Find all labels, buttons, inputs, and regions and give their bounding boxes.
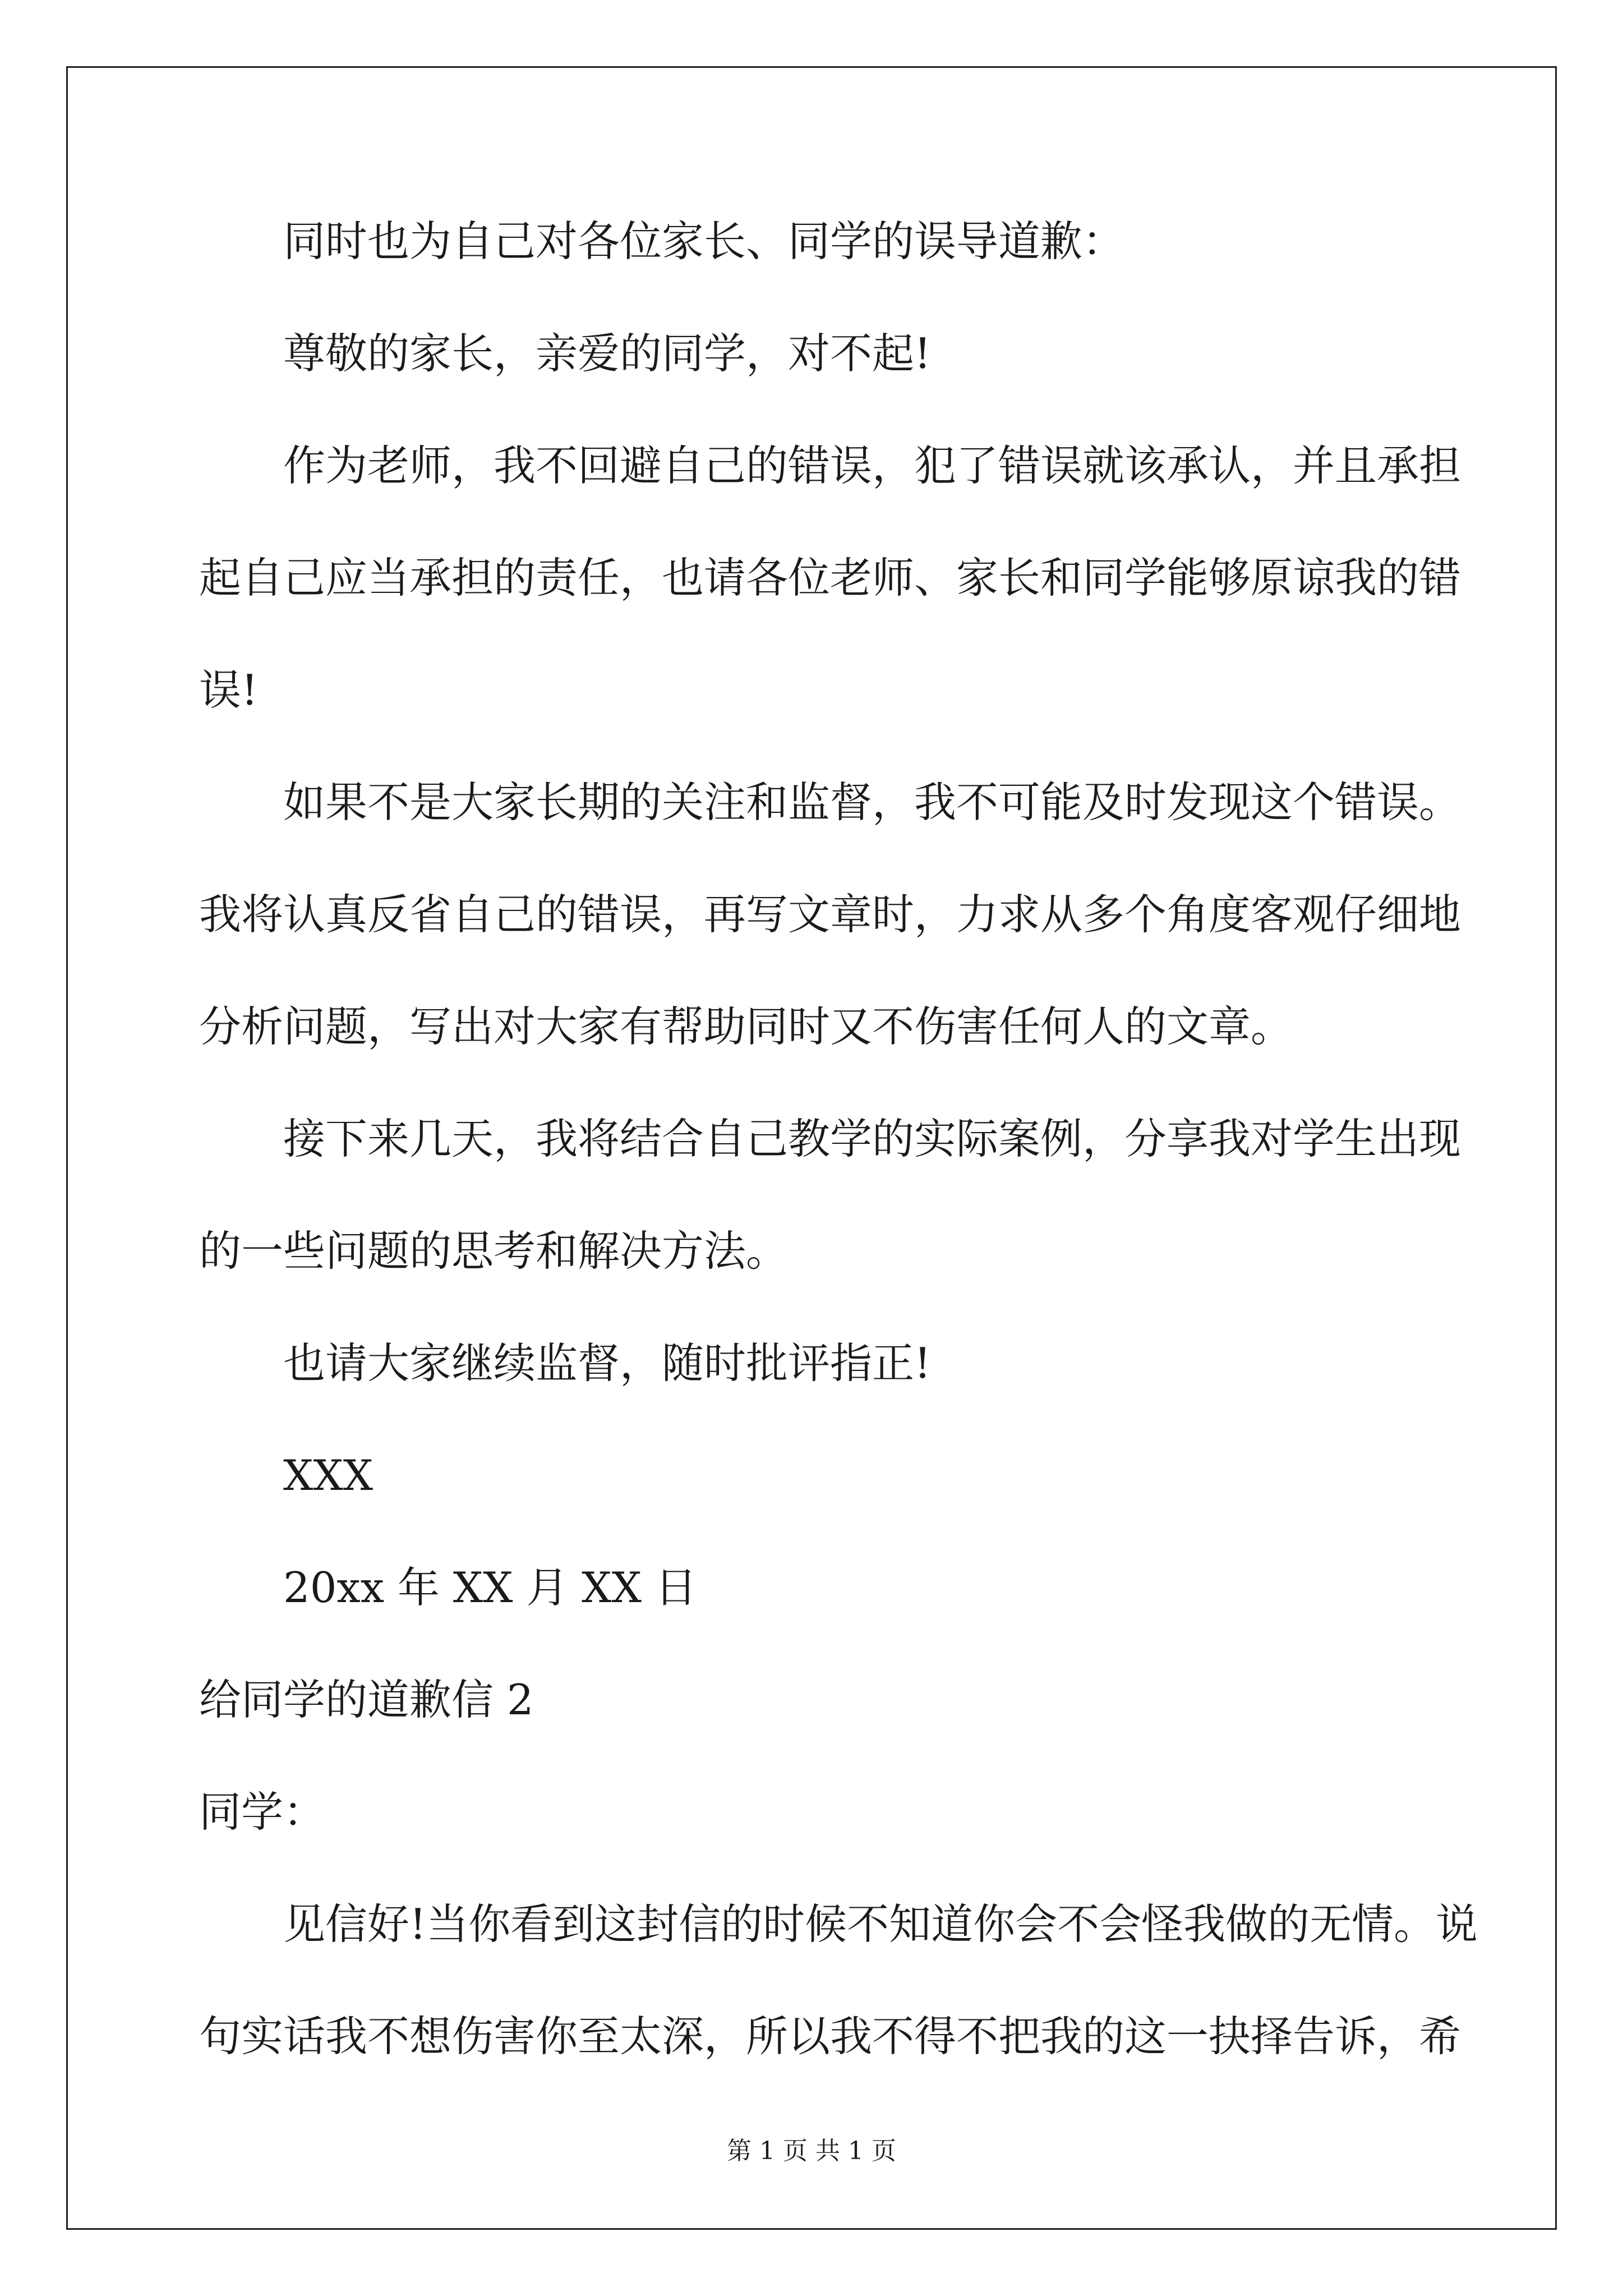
page-footer: 第 1 页 共 1 页 <box>727 2137 896 2165</box>
text-line: 同学： <box>199 1787 326 1837</box>
text-line: 接下来几天，我将结合自己教学的实际案例，分享我对学生出现 <box>283 1114 1461 1163</box>
text-line: 分析问题，写出对大家有帮助同时又不伤害任何人的文章。 <box>199 1002 1293 1051</box>
text-line: 见信好!当你看到这封信的时候不知道你会不会怪我做的无情。说 <box>283 1899 1478 1949</box>
text-line: 尊敬的家长，亲爱的同学，对不起! <box>283 329 932 378</box>
text-line: 也请大家继续监督，随时批评指正! <box>283 1338 932 1388</box>
text-line: 如果不是大家长期的关注和监督，我不可能及时发现这个错误。 <box>283 777 1461 827</box>
document-body <box>199 213 1478 2064</box>
text-line: 给同学的道歉信 2 <box>199 1675 534 1724</box>
text-line: 我将认真反省自己的错误，再写文章时，力求从多个角度客观仔细地 <box>199 890 1461 939</box>
text-line: 起自己应当承担的责任，也请各位老师、家长和同学能够原谅我的错 <box>199 553 1461 602</box>
text-line: 作为老师，我不回避自己的错误，犯了错误就该承认，并且承担 <box>283 441 1461 490</box>
text-line: XXX <box>283 1451 374 1500</box>
text-line: 同时也为自己对各位家长、同学的误导道歉： <box>283 217 1125 266</box>
text-line: 的一些问题的思考和解决方法。 <box>199 1226 789 1276</box>
text-line: 20xx 年 XX 月 XX 日 <box>283 1563 697 1612</box>
text-line: 误! <box>199 665 259 715</box>
text-line: 句实话我不想伤害你至太深，所以我不得不把我的这一抉择告诉，希 <box>199 2012 1461 2061</box>
